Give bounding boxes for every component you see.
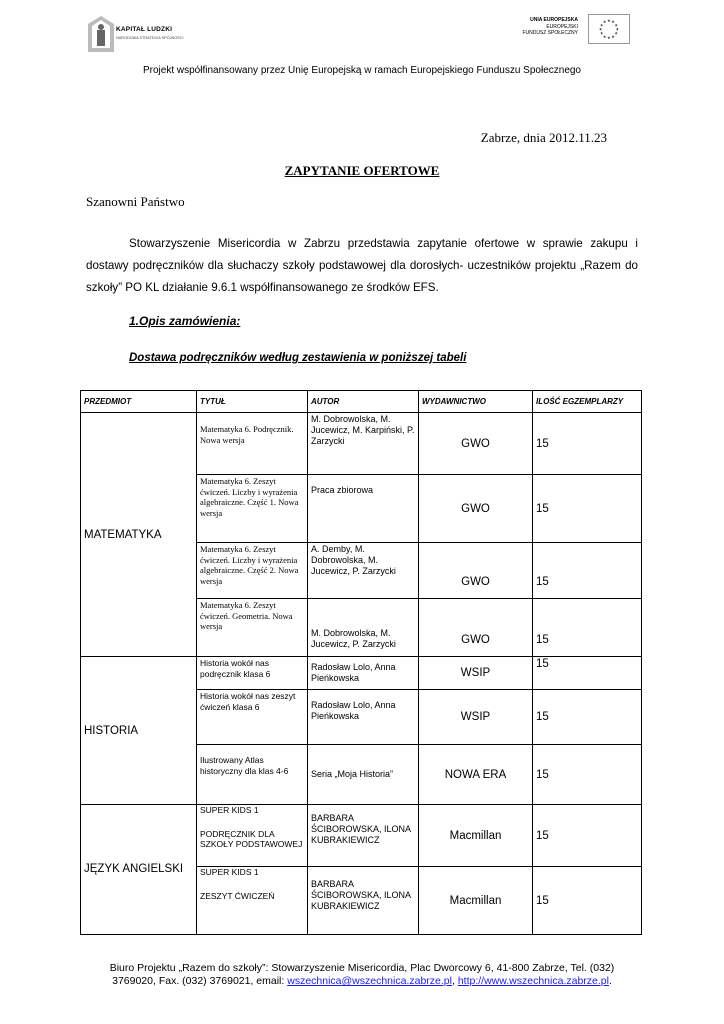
book-publisher: Macmillan: [419, 867, 533, 935]
book-title: Matematyka 6. Podręcznik. Nowa wersja: [197, 413, 308, 475]
book-qty: 15: [533, 867, 642, 935]
book-series: SUPER KIDS 1: [200, 805, 259, 815]
table-row: [81, 413, 642, 475]
subject-math: MATEMATYKA: [81, 413, 197, 657]
book-title: [197, 805, 308, 867]
book-title: Matematyka 6. Zeszyt ćwiczeń. Geometria. Nowa wersja: [197, 599, 308, 657]
book-title: Ilustrowany Atlas historyczny dla klas 4-6: [197, 745, 308, 805]
logo-right-line3: FUNDUSZ SPOŁECZNY: [522, 30, 578, 36]
logo-right-line1: UNIA EUROPEJSKA: [530, 17, 578, 23]
flag-star-icon: ★: [602, 19, 607, 25]
flag-star-icon: ★: [598, 26, 603, 32]
letter-title: ZAPYTANIE OFERTOWE: [284, 163, 440, 178]
letter-date: Zabrze, dnia 2012.11.23: [480, 130, 607, 145]
subject-history: HISTORIA: [81, 657, 197, 805]
book-publisher: NOWA ERA: [419, 745, 533, 805]
footer-sep: ,: [451, 975, 458, 987]
footer-end: .: [608, 975, 612, 987]
eu-efs-logo: [510, 14, 630, 50]
logo-left-title: KAPITAŁ LUDZKI: [116, 26, 173, 33]
col-header-publisher: WYDAWNICTWO: [419, 391, 533, 413]
book-qty: 15: [533, 745, 642, 805]
col-header-subject: PRZEDMIOT: [81, 391, 197, 413]
book-publisher: GWO: [419, 599, 533, 657]
kapital-ludzki-emblem-icon: [88, 16, 114, 52]
book-author: A. Demby, M. Dobrowolska, M. Jucewicz, P. Zarzycki: [308, 543, 419, 599]
project-cofinancing-line: Projekt współfinansowany przez Unię Europejską w ramach Europejskiego Funduszu Społecznego: [142, 65, 581, 76]
book-author: M. Dobrowolska, M. Jucewicz, P. Zarzycki: [308, 599, 419, 657]
book-author: Radosław Lolo, Anna Pieńkowska: [308, 690, 419, 745]
table-header-row: [81, 391, 642, 413]
col-header-title: TYTUŁ: [197, 391, 308, 413]
footer: [0, 962, 724, 988]
flag-star-icon: ★: [599, 30, 604, 36]
book-publisher: GWO: [419, 475, 533, 543]
book-qty: 15: [533, 543, 642, 599]
col-header-qty: ILOŚĆ EGZEMPLARZY: [533, 391, 642, 413]
book-qty: 15: [533, 475, 642, 543]
letter-greeting: Szanowni Państwo: [86, 194, 185, 209]
eu-flag-icon: [588, 14, 630, 44]
book-qty: 15: [533, 657, 642, 690]
book-subtitle: PODRĘCZNIK DLA SZKOŁY PODSTAWOWEJ: [200, 828, 303, 849]
book-publisher: GWO: [419, 413, 533, 475]
footer-line2-prefix: 3769020, Fax. (032) 3769021, email:: [112, 975, 288, 987]
letter-paragraph-text: Stowarzyszenie Misericordia w Zabrzu przedstawia zapytanie ofertowe w sprawie zakupu i dostawy podręczników dla słuchaczy szkoły podstawowej dla dorosłych- uczestników projektu „Razem do szkoły” PO KL działanie 9.6.1 współfinansowanego ze środków EFS.: [86, 237, 638, 294]
flag-star-icon: ★: [611, 33, 616, 39]
book-title: Historia wokół nas podręcznik klasa 6: [197, 657, 308, 690]
book-author: BARBARA ŚCIBOROWSKA, ILONA KUBRAKIEWICZ: [308, 805, 419, 867]
book-series: SUPER KIDS 1: [200, 867, 259, 877]
table-row: [81, 805, 642, 867]
col-header-author: AUTOR: [308, 391, 419, 413]
book-author: Radosław Lolo, Anna Pieńkowska: [308, 657, 419, 690]
flag-star-icon: ★: [607, 18, 611, 24]
footer-email-link[interactable]: wszechnica@wszechnica.zabrze.pl: [287, 975, 452, 987]
footer-website-link[interactable]: http://www.wszechnica.zabrze.pl: [457, 975, 609, 987]
flag-star-icon: ★: [602, 33, 607, 39]
book-qty: 15: [533, 413, 642, 475]
book-qty: 15: [533, 599, 642, 657]
book-publisher: Macmillan: [419, 805, 533, 867]
section-heading-dostawa: Dostawa podręczników według zestawienia w poniższej tabeli: [129, 352, 467, 364]
flag-star-icon: ★: [614, 22, 619, 28]
books-table: [80, 390, 642, 935]
flag-star-icon: ★: [611, 19, 616, 25]
flag-star-icon: ★: [599, 22, 604, 28]
flag-star-icon: ★: [614, 30, 619, 36]
book-title: [197, 867, 308, 935]
book-title: Matematyka 6. Zeszyt ćwiczeń. Liczby i wyrażenia algebraiczne. Część 2. Nowa wersja: [197, 543, 308, 599]
section-heading-opis: 1.Opis zamówienia:: [129, 314, 241, 328]
logo-right-line2: EUROPEJSKI: [546, 23, 578, 30]
book-qty: 15: [533, 690, 642, 745]
book-author: BARBARA ŚCIBOROWSKA, ILONA KUBRAKIEWICZ: [308, 867, 419, 935]
flag-star-icon: ★: [607, 34, 611, 40]
book-author: M. Dobrowolska, M. Jucewicz, M. Karpiński, P. Zarzycki: [308, 413, 419, 475]
book-author: Praca zbiorowa: [308, 475, 419, 543]
book-publisher: WSIP: [419, 657, 533, 690]
footer-line2: [0, 975, 724, 988]
footer-line1: Biuro Projektu „Razem do szkoły”: Stowarzyszenie Misericordia, Plac Dworcowy 6, 41-800 Zabrze, Tel. (032): [109, 962, 615, 974]
subject-english: JĘZYK ANGIELSKI: [81, 805, 197, 935]
book-author: Seria „Moja Historia”: [308, 745, 419, 805]
flag-star-icon: ★: [615, 26, 620, 32]
letter-paragraph: [86, 233, 638, 299]
book-qty: 15: [533, 805, 642, 867]
logo-left-subtitle: NARODOWA STRATEGIA SPÓJNOŚCI: [116, 36, 184, 40]
kapital-ludzki-logo: [80, 14, 190, 54]
book-title: Matematyka 6. Zeszyt ćwiczeń. Liczby i wyrażenia algebraiczne. Część 1. Nowa wersja: [197, 475, 308, 543]
book-publisher: GWO: [419, 543, 533, 599]
table-row: [81, 657, 642, 690]
book-publisher: WSIP: [419, 690, 533, 745]
book-title: Historia wokół nas zeszyt ćwiczeń klasa 6: [197, 690, 308, 745]
book-subtitle: ZESZYT ĆWICZEŃ: [200, 890, 275, 901]
